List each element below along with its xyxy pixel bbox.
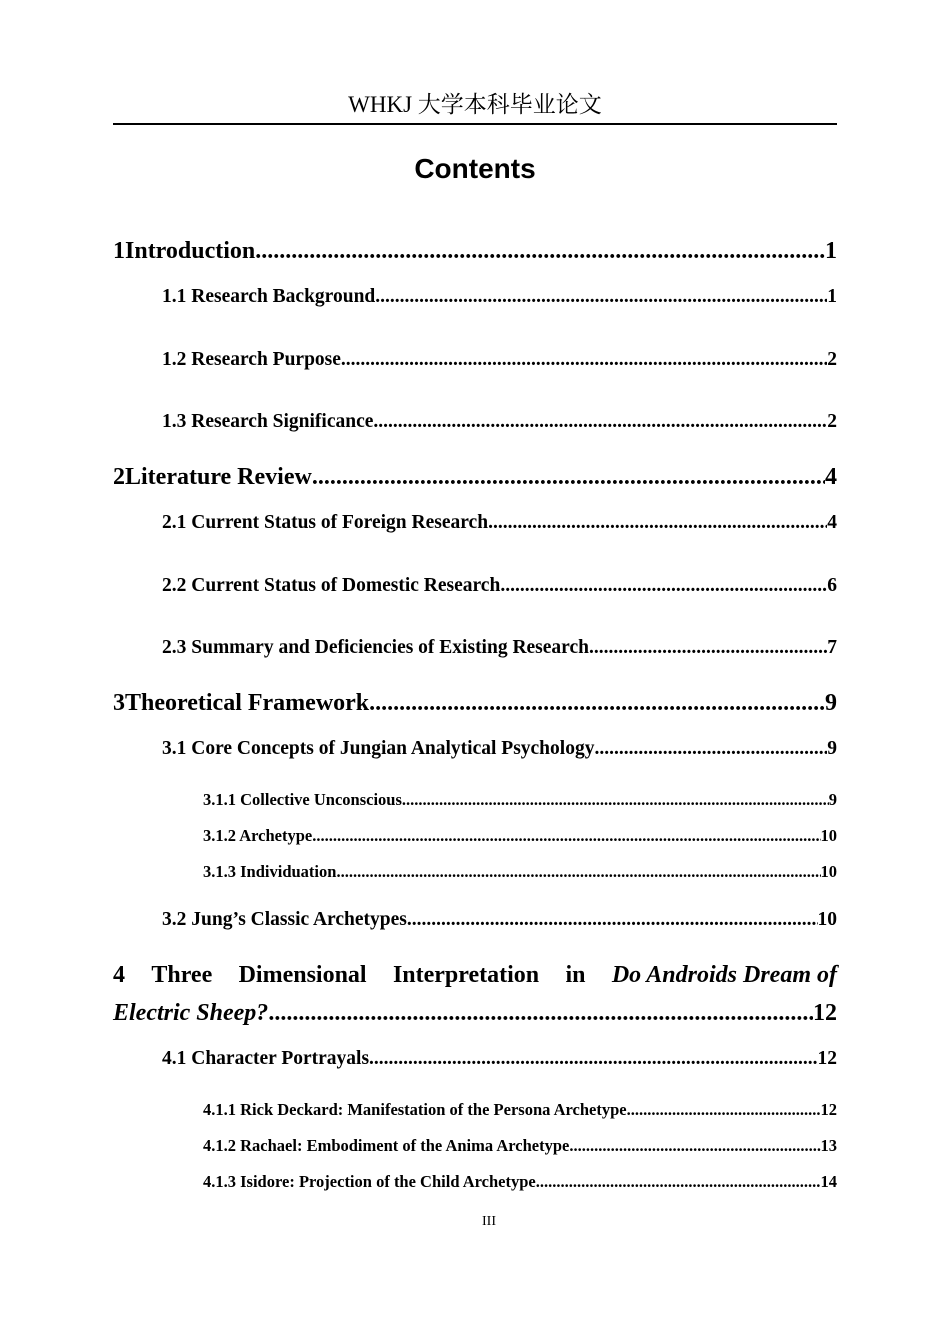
toc-entry-chapter-4[interactable] [113,962,837,1027]
dot-leader [569,1136,820,1156]
page-number: 6 [827,575,837,596]
dot-leader [312,464,825,491]
chapter-number: 1 [113,238,125,264]
page-number: 12 [820,1100,837,1119]
toc-entry-line-2 [113,1000,837,1027]
toc-word: Three [151,962,213,988]
toc-word: Dimensional [238,962,367,988]
dot-leader [373,411,827,433]
page-number: 4 [825,464,837,490]
dot-leader [369,1048,817,1070]
dot-leader [268,1000,813,1027]
running-header: WHKJ 大学本科毕业论文 [348,92,602,117]
page-number: 14 [820,1172,837,1191]
chapter-number: 4 [113,962,125,988]
dot-leader [341,349,827,371]
toc-entry-text: 4.1 Character Portrayals [162,1048,370,1069]
toc-entry-text: 2.1 Current Status of Foreign Research [162,512,489,533]
page-number: 10 [820,862,837,881]
toc-entry-2-3[interactable] [162,637,837,659]
toc-entry-text: 2.2 Current Status of Domestic Research [162,575,501,596]
dot-leader [488,512,827,534]
page-number: 9 [827,738,837,759]
toc-entry-text: 3.1.3 Individuation [203,862,337,881]
chapter-number: 3 [113,690,125,716]
toc-word: Interpretation [392,962,540,988]
toc-entry-chapter-3[interactable] [113,690,837,717]
toc-entry-3-1[interactable] [162,738,837,760]
toc-entry-text: 4.1.1 Rick Deckard: Manifestation of the Persona Archetype [203,1100,627,1119]
toc-entry-4-1-3[interactable] [203,1172,837,1192]
toc-entry-text: Theoretical Framework [125,690,370,716]
toc-entry-3-1-1[interactable] [203,790,837,810]
toc-entry-1-3[interactable] [162,411,837,433]
page-number: 12 [813,1000,837,1026]
toc-word: in [565,962,586,988]
toc-entry-text: 4.1.3 Isidore: Projection of the Child Archetype [203,1172,536,1191]
toc-entry-4-1[interactable] [162,1048,837,1070]
toc-entry-text: Introduction [125,238,256,264]
dot-leader [369,690,825,717]
dot-leader [402,790,829,810]
toc-entry-1-2[interactable] [162,349,837,371]
dot-leader [407,909,818,931]
page-number: 9 [825,690,837,716]
dot-leader [536,1172,821,1192]
toc-entry-3-2[interactable] [162,909,837,931]
dot-leader [500,575,827,597]
toc-entry-text: 3.2 Jung’s Classic Archetypes [162,909,407,930]
dot-leader [312,826,820,846]
page-number: 2 [827,411,837,432]
toc-entry-1-1[interactable] [162,286,837,308]
toc-entry-text: 1.3 Research Significance [162,411,374,432]
toc-entry-text: 3.1.1 Collective Unconscious [203,790,402,809]
dot-leader [589,637,827,659]
book-title-part-2: Electric Sheep? [113,1000,269,1026]
toc-entry-chapter-2[interactable] [113,464,837,491]
toc-entry-4-1-2[interactable] [203,1136,837,1156]
toc-entry-2-1[interactable] [162,512,837,534]
footer-page-number: III [482,1214,496,1229]
dot-leader [627,1100,821,1120]
toc-entry-text: 1.1 Research Background [162,286,376,307]
page-number: 1 [825,238,837,264]
page-number: 7 [827,637,837,658]
toc-entry-text: 2.3 Summary and Deficiencies of Existing Research [162,637,589,658]
toc-entry-text: 3.1.2 Archetype [203,826,313,845]
page-number: 10 [817,909,837,930]
page-number: 4 [827,512,837,533]
toc-entry-chapter-1[interactable] [113,238,837,265]
page-number: 2 [827,349,837,370]
dot-leader [336,862,820,882]
header-rule [113,123,837,125]
dot-leader [375,286,827,308]
toc-entry-text: Literature Review [125,464,312,490]
toc-entry-line-1 [113,962,837,1000]
chapter-number: 2 [113,464,125,490]
toc-entry-2-2[interactable] [162,575,837,597]
page-number: 12 [817,1048,837,1069]
book-title-part-1: Do Androids Dream of [611,962,837,988]
toc-entry-3-1-3[interactable] [203,862,837,882]
toc-entry-4-1-1[interactable] [203,1100,837,1120]
dot-leader [594,738,827,760]
page-title: Contents [414,153,536,184]
toc-entry-text: 4.1.2 Rachael: Embodiment of the Anima Archetype [203,1136,570,1155]
page-number: 10 [820,826,837,845]
page-number: 1 [827,286,837,307]
toc-entry-text: 3.1 Core Concepts of Jungian Analytical Psychology [162,738,595,759]
toc-entry-text: 1.2 Research Purpose [162,349,341,370]
page-number: 13 [820,1136,837,1155]
toc-entry-3-1-2[interactable] [203,826,837,846]
page-number: 9 [828,790,837,809]
dot-leader [255,238,825,265]
